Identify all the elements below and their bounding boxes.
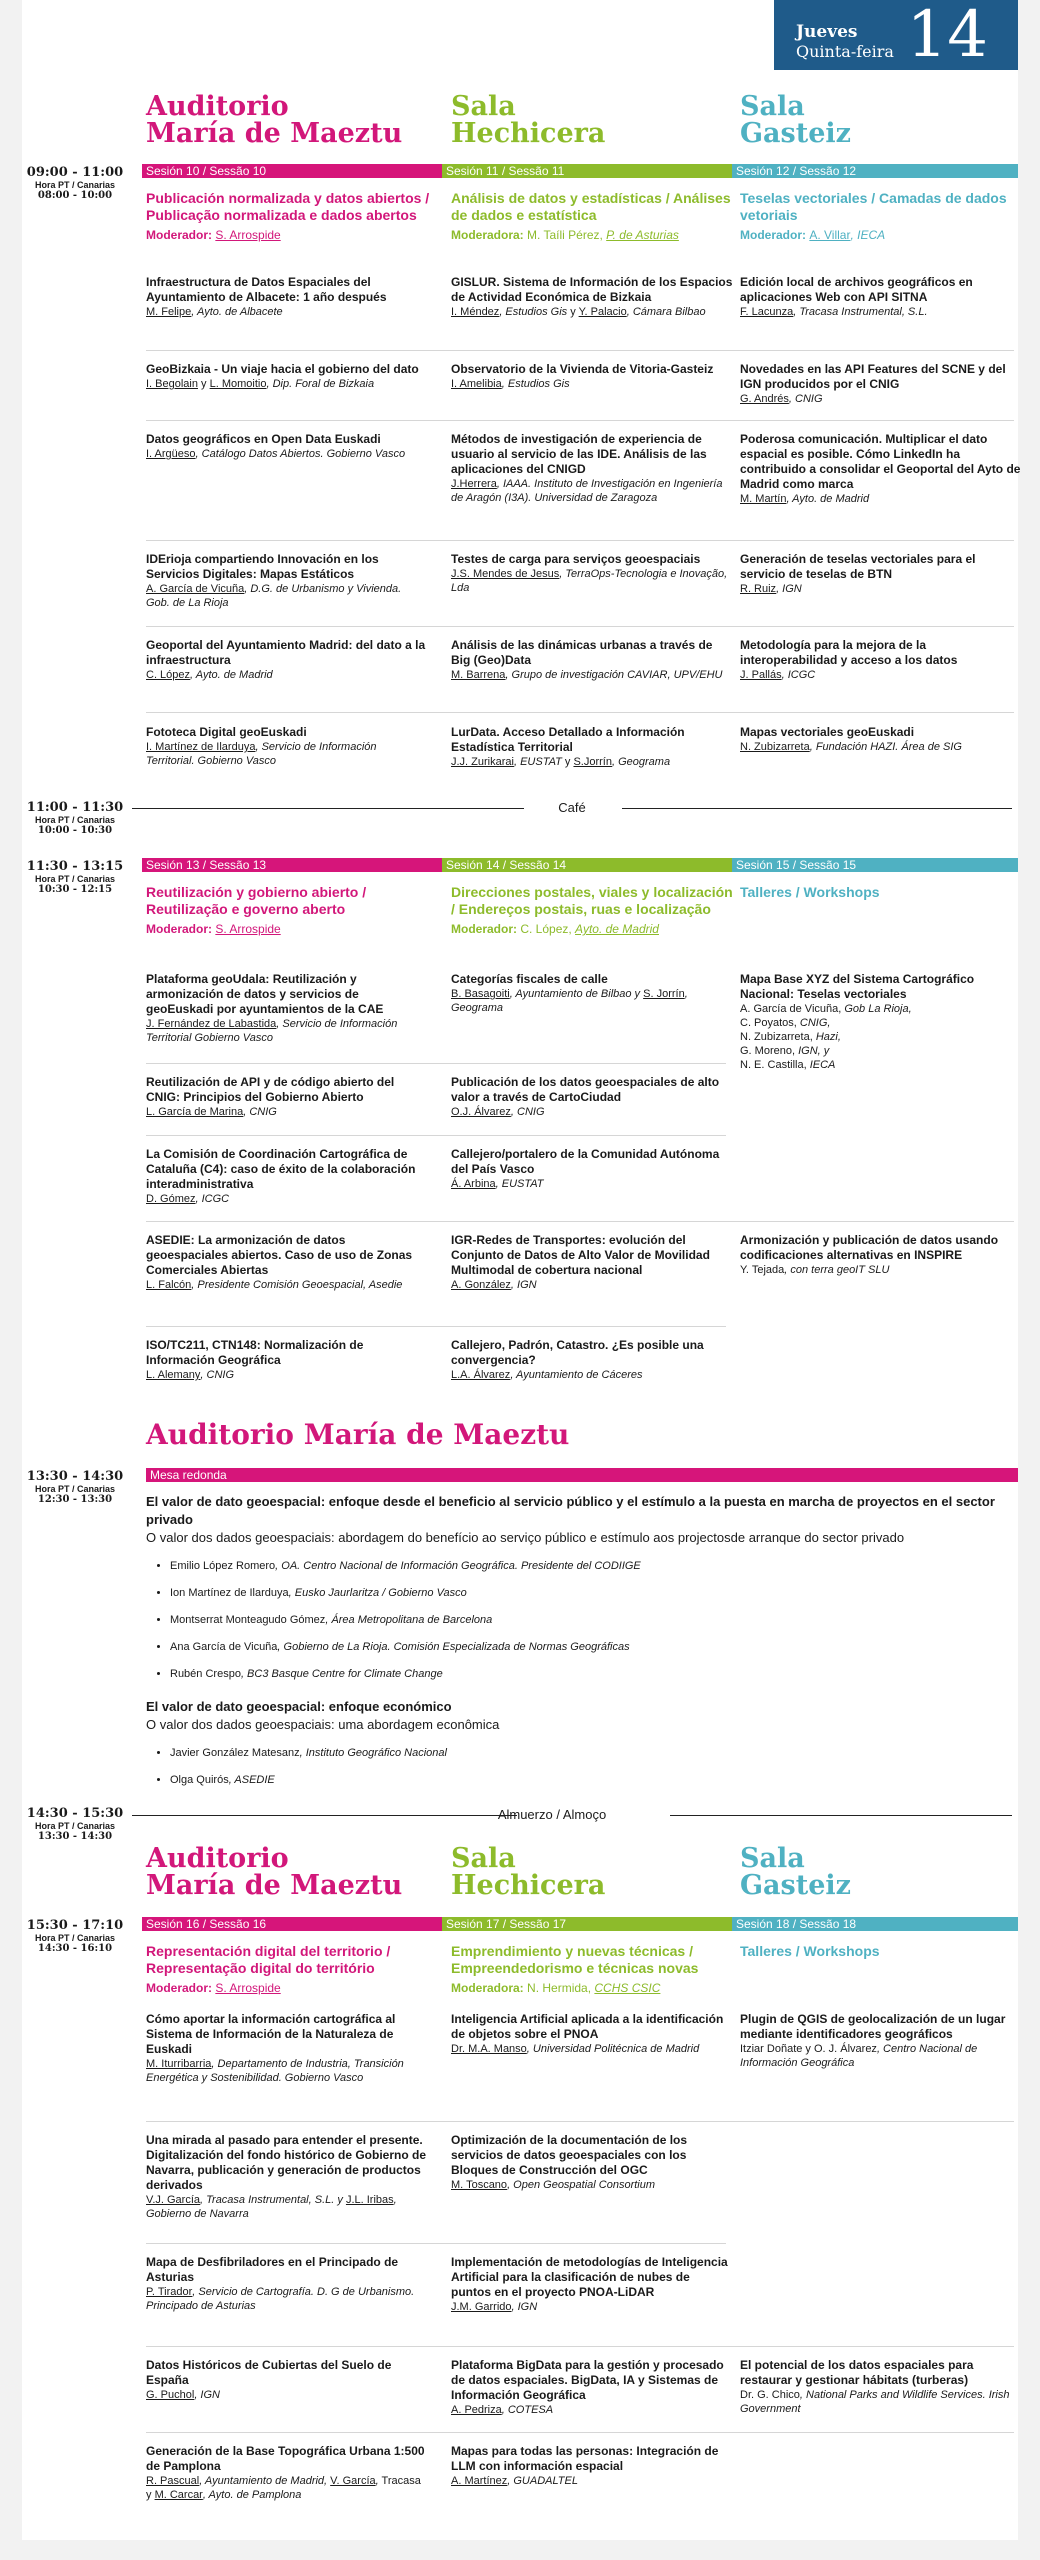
talk-item: Implementación de metodologías de Inteligencia Artificial para la clasificación de nubes de puntos en el proyecto PNOA-LiDAR J.M. Garrido, IGN — [451, 2255, 728, 2313]
workshop-item: Plugin de QGIS de geolocalización de un lugar mediante identificadores geográficos Itziar Doñate y O. J. Álvarez, Centro Nacional de Información Geográfica — [740, 2012, 1006, 2069]
session-bar-12: Sesión 12 / Sessão 12 — [732, 164, 1018, 178]
panel-list — [146, 1553, 1006, 1688]
session-bar-14: Sesión 14 / Sessão 14 — [442, 858, 732, 872]
talk-item: GISLUR. Sistema de Información de los Espacios de Actividad Económica de Bizkaia I. Méndez, Estudios Gis y Y. Palacio, Cámara Bilbao — [451, 275, 733, 318]
workshop-item: Armonización y publicación de datos usando codificaciones alternativas en INSPIRE Y. Tejada, con terra geoIT SLU — [740, 1233, 999, 1276]
talk-item: Geoportal del Ayuntamiento Madrid: del dato a la infraestructura C. López, Ayto. de Madrid — [146, 638, 426, 681]
talk-item: Cómo aportar la información cartográfica al Sistema de Información de la Naturaleza de Euskadi M. Iturribarria, Departamento de Industria, Transición Energética y Sostenibilidad. Gobierno Vasco — [146, 2012, 404, 2084]
talk-item: Callejero/portalero de la Comunidad Autónoma del País Vasco Á. Arbina, EUSTAT — [451, 1147, 720, 1190]
roundtable-bar: Mesa redonda — [146, 1468, 1018, 1482]
talk-item: GeoBizkaia - Un viaje hacia el gobierno del dato I. Begolain y L. Momoitio, Dip. Foral de Bizkaia — [146, 362, 419, 390]
panelist: • Olga Quirós, ASEDIE — [170, 1767, 1006, 1794]
roundtable-content — [146, 1493, 1006, 1794]
talk-item: Testes de carga para serviços geoespaciais J.S. Mendes de Jesus, TerraOps-Tecnologia e Inovação, Lda — [451, 552, 728, 594]
talk-item: Infraestructura de Datos Espaciales del Ayuntamiento de Albacete: 1 año después M. Felipe, Ayto. de Albacete — [146, 275, 387, 318]
session-header-18 — [740, 1943, 1025, 1960]
panelist: • Ana García de Vicuña, Gobierno de La Rioja. Comisión Especializada de Normas Geográficas — [170, 1634, 1006, 1661]
panelist: • Emilio López Romero, OA. Centro Nacional de Información Geográfica. Presidente del CODIIGE — [170, 1553, 1006, 1580]
moderator: Moderadora: M. Taíli Pérez, P. de Asturias — [451, 228, 679, 242]
room-heading-hechicera: Sala Hechicera — [451, 1843, 606, 1901]
session-header-14 — [451, 884, 736, 936]
room-heading-gasteiz: Sala Gasteiz — [740, 91, 851, 149]
talk-item: Observatorio de la Vivienda de Vitoria-Gasteiz I. Amelibia, Estudios Gis — [451, 362, 714, 390]
talk-item: ISO/TC211, CTN148: Normalización de Información Geográfica L. Alemany, CNIG — [146, 1338, 364, 1381]
session-bar-15: Sesión 15 / Sessão 15 — [732, 858, 1018, 872]
panel-list — [146, 1740, 1006, 1794]
divider — [146, 2346, 1014, 2347]
talk-item: Análisis de las dinámicas urbanas a través de Big (Geo)Data M. Barrena, Grupo de investigación CAVIAR, UPV/EHU — [451, 638, 723, 681]
session-bar-13: Sesión 13 / Sessão 13 — [142, 858, 442, 872]
time-slot: 15:30 - 17:10 Hora PT / Canarias 14:30 - 16:10 — [26, 1918, 124, 1954]
break-label: Café — [558, 800, 586, 815]
moderator: Moderador: A. Villar, IECA — [740, 228, 886, 242]
talk-item: Fototeca Digital geoEuskadi I. Martínez de Ilarduya, Servicio de Información Territorial. Gobierno Vasco — [146, 725, 377, 767]
divider — [146, 540, 1014, 541]
talk-item: Categorías fiscales de calle B. Basagoiti, Ayuntamiento de Bilbao y S. Jorrín, Geograma — [451, 972, 688, 1014]
talk-item: Mapas vectoriales geoEuskadi N. Zubizarreta, Fundación HAZI. Área de SIG — [740, 725, 962, 753]
session-title: Talleres / Workshops — [740, 1943, 880, 1959]
session-title: Análisis de datos y estadísticas / Análises de dados e estatística — [451, 190, 731, 223]
room-heading-auditorio: Auditorio María de Maeztu — [146, 1843, 403, 1901]
time-slot: 09:00 - 11:00 Hora PT / Canarias 08:00 - 10:00 — [26, 165, 124, 201]
session-bar-17: Sesión 17 / Sessão 17 — [442, 1917, 732, 1931]
roundtable-title-pt: O valor dos dados geoespaciais: abordagem do benefício ao serviço público e estímulo aos projectosde arranque do sector privado — [146, 1530, 905, 1545]
divider — [146, 1221, 1014, 1222]
talk-item: Optimización de la documentación de los servicios de datos geoespaciales con los Bloques de Construcción del OGC M. Toscano, Open Geospatial Consortium — [451, 2133, 688, 2191]
talk-item: Generación de teselas vectoriales para el servicio de teselas de BTN R. Ruiz, IGN — [740, 552, 976, 595]
session-title: Teselas vectoriales / Camadas de dados vetoriais — [740, 190, 1007, 223]
day-name-pt: Quinta-feira — [796, 42, 894, 61]
session-header-12 — [740, 190, 1025, 242]
talk-item: La Comisión de Coordinación Cartográfica de Cataluña (C4): caso de éxito de la colaboración interadministrativa D. Gómez, ICGC — [146, 1147, 416, 1205]
talk-item: LurData. Acceso Detallado a Información Estadística Territorial J.J. Zurikarai, EUSTAT y S.Jorrín, Geograma — [451, 725, 685, 768]
session-header-15 — [740, 884, 1025, 901]
roundtable-title-pt: O valor dos dados geoespaciais: uma abordagem econômica — [146, 1717, 500, 1732]
session-title: Talleres / Workshops — [740, 884, 880, 900]
divider — [146, 350, 1014, 351]
day-badge — [774, 0, 1018, 70]
session-title: Direcciones postales, viales y localización / Endereços postais, ruas e localização — [451, 884, 733, 917]
plenary-heading: Auditorio María de Maeztu — [146, 1418, 570, 1451]
room-heading-hechicera: Sala Hechicera — [451, 91, 606, 149]
talk-item: Datos Históricos de Cubiertas del Suelo de España G. Puchol, IGN — [146, 2358, 392, 2401]
talk-item: Edición local de archivos geográficos en aplicaciones Web con API SITNA F. Lacunza, Tracasa Instrumental, S.L. — [740, 275, 973, 318]
divider — [146, 1063, 726, 1064]
room-heading-gasteiz: Sala Gasteiz — [740, 1843, 851, 1901]
divider — [146, 626, 1014, 627]
session-header-17 — [451, 1943, 736, 1995]
talk-item: Poderosa comunicación. Multiplicar el dato espacial es posible. Cómo LinkedIn ha contribuido a consolidar el Geoportal del Ayto de Madrid como marca M. Martín, Ayto. de Madrid — [740, 432, 1021, 505]
divider — [146, 2243, 726, 2244]
day-name: Jueves — [796, 22, 858, 42]
talk-item: Metodología para la mejora de la interoperabilidad y acceso a los datos J. Pallás, ICGC — [740, 638, 958, 681]
talk-item: Datos geográficos en Open Data Euskadi I. Argüeso, Catálogo Datos Abiertos. Gobierno Vasco — [146, 432, 406, 460]
divider — [146, 712, 1014, 713]
moderator: Moderador: S. Arrospide — [146, 228, 281, 242]
session-bar-16: Sesión 16 / Sessão 16 — [142, 1917, 442, 1931]
talk-item: Una mirada al pasado para entender el presente. Digitalización del fondo histórico de Gobierno de Navarra, publicación y generación de productos derivados V.J. García, Tracasa Instrumental, S.L. y J.L. Iribas, Gobierno de Navarra — [146, 2133, 427, 2220]
program-page — [22, 0, 1021, 2540]
session-bar-18: Sesión 18 / Sessão 18 — [732, 1917, 1018, 1931]
talk-item: IGR-Redes de Transportes: evolución del Conjunto de Datos de Alto Valor de Movilidad Multimodal de cobertura nacional A. González, IGN — [451, 1233, 710, 1291]
session-header-11 — [451, 190, 736, 242]
session-title: Publicación normalizada y datos abiertos / Publicação normalizada e dados abertos — [146, 190, 430, 223]
room-heading-auditorio: Auditorio María de Maeztu — [146, 91, 403, 149]
divider — [146, 1326, 726, 1327]
divider — [146, 2432, 1014, 2433]
session-header-16 — [146, 1943, 431, 1995]
panelist: • Ion Martínez de Ilarduya, Eusko Jaurlaritza / Gobierno Vasco — [170, 1580, 1006, 1607]
talk-item: Plataforma BigData para la gestión y procesado de datos espaciales. BigData, IA y Sistemas de Información Geográfica A. Pedriza, COTESA — [451, 2358, 724, 2416]
talk-item: Generación de la Base Topográfica Urbana 1:500 de Pamplona R. Pascual, Ayuntamiento de Madrid, V. García, Tracasa y M. Carcar, Ayto. de Pamplona — [146, 2444, 425, 2501]
divider — [146, 2121, 1014, 2122]
session-title: Reutilización y gobierno abierto / Reutilização e governo aberto — [146, 884, 367, 917]
panelist: • Montserrat Monteagudo Gómez, Área Metropolitana de Barcelona — [170, 1607, 1006, 1634]
talk-item: Callejero, Padrón, Catastro. ¿Es posible una convergencia? L.A. Álvarez, Ayuntamiento de Cáceres — [451, 1338, 704, 1381]
lunch-break — [132, 1806, 1012, 1824]
time-slot: 14:30 - 15:30 Hora PT / Canarias 13:30 - 14:30 — [26, 1806, 124, 1842]
divider — [146, 420, 1014, 421]
session-header-13 — [146, 884, 431, 936]
moderator: Moderadora: N. Hermida, CCHS CSIC — [451, 1981, 661, 1995]
talk-item: ASEDIE: La armonización de datos geoespaciales abiertos. Caso de uso de Zonas Comerciales Abiertas L. Falcón, Presidente Comisión Geoespacial, Asedie — [146, 1233, 413, 1291]
session-title: Representación digital del territorio / Representação digital do território — [146, 1943, 391, 1976]
time-slot: 11:00 - 11:30 Hora PT / Canarias 10:00 - 10:30 — [26, 800, 124, 836]
roundtable-title: El valor de dato geoespacial: enfoque desde el beneficio al servicio público y el estímulo a la puesta en marcha de proyectos en el sector privado — [146, 1494, 995, 1527]
roundtable-title: El valor de dato geoespacial: enfoque económico — [146, 1699, 452, 1714]
break-label: Almuerzo / Almoço — [497, 1807, 607, 1822]
panelist: • Javier González Matesanz, Instituto Geográfico Nacional — [170, 1740, 1006, 1767]
talk-item: Métodos de investigación de experiencia de usuario al servicio de las IDE. Análisis de las aplicaciones del CNIGD J.Herrera, IAAA. Instituto de Investigación en Ingeniería de Aragón (I3A). Universidad de Zaragoza — [451, 432, 723, 504]
talk-item: IDErioja compartiendo Innovación en los Servicios Digitales: Mapas Estáticos A. García de Vicuña, D.G. de Urbanismo y Vivienda. Gob. de La Rioja — [146, 552, 402, 609]
talk-item: Inteligencia Artificial aplicada a la identificación de objetos sobre el PNOA Dr. M.A. Manso, Universidad Politécnica de Madrid — [451, 2012, 724, 2055]
moderator: Moderador: C. López, Ayto. de Madrid — [451, 922, 659, 936]
talk-item: Reutilización de API y de código abierto del CNIG: Principios del Gobierno Abierto L. García de Marina, CNIG — [146, 1075, 395, 1118]
session-bar-11: Sesión 11 / Sessão 11 — [442, 164, 732, 178]
time-slot: 11:30 - 13:15 Hora PT / Canarias 10:30 - 12:15 — [26, 859, 124, 895]
talk-item: Mapa de Desfibriladores en el Principado de Asturias P. Tirador, Servicio de Cartografía. D. G de Urbanismo. Principado de Asturias — [146, 2255, 415, 2312]
time-slot: 13:30 - 14:30 Hora PT / Canarias 12:30 - 13:30 — [26, 1469, 124, 1505]
talk-item: Publicación de los datos geoespaciales de alto valor a través de CartoCiudad O.J. Álvarez, CNIG — [451, 1075, 720, 1118]
moderator: Moderador: S. Arrospide — [146, 922, 281, 936]
divider — [146, 1135, 726, 1136]
panelist: • Rubén Crespo, BC3 Basque Centre for Climate Change — [170, 1661, 1006, 1688]
workshop-item: Mapa Base XYZ del Sistema Cartográfico Nacional: Teselas vectoriales A. García de Vicuña, Gob La Rioja, C. Poyatos, CNIG, N. Zubizarreta, Hazi, G. Moreno, IGN, y N. E. Castilla, IECA — [740, 972, 975, 1071]
talk-item: Plataforma geoUdala: Reutilización y armonización de datos y servicios de geoEuskadi por ayuntamientos de la CAE J. Fernández de Labastida, Servicio de Información Territorial Gobierno Vasco — [146, 972, 398, 1044]
session-bar-10: Sesión 10 / Sessão 10 — [142, 164, 442, 178]
moderator: Moderador: S. Arrospide — [146, 1981, 281, 1995]
session-header-10 — [146, 190, 431, 242]
coffee-break — [132, 799, 1012, 817]
workshop-item: El potencial de los datos espaciales para restaurar y gestionar hábitats (turberas) Dr. G. Chico, National Parks and Wildlife Services. Irish Government — [740, 2358, 1010, 2415]
talk-item: Novedades en las API Features del SCNE y del IGN producidos por el CNIG G. Andrés, CNIG — [740, 362, 1006, 405]
talk-item: Mapas para todas las personas: Integración de LLM con información espacial A. Martínez, GUADALTEL — [451, 2444, 719, 2487]
day-number: 14 — [906, 0, 988, 72]
session-title: Emprendimiento y nuevas técnicas / Empreendedorismo e técnicas novas — [451, 1943, 699, 1976]
